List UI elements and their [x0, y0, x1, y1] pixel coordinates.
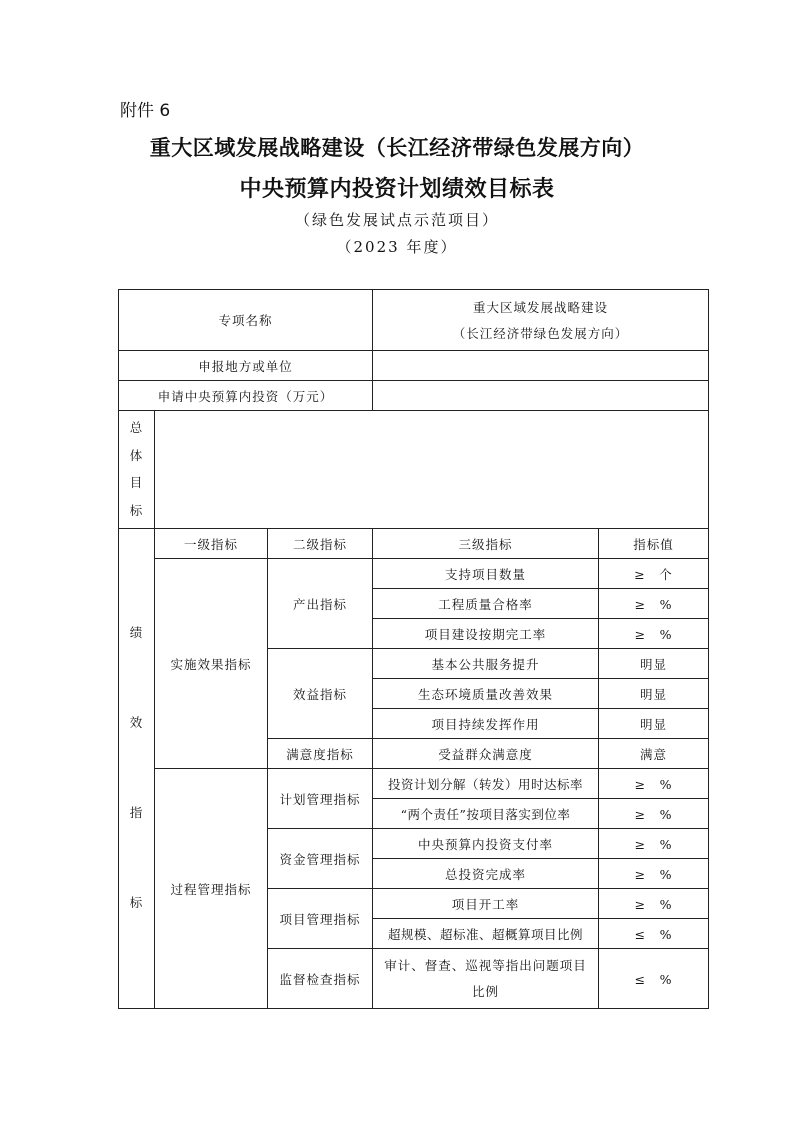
sub-fund: 资金管理指标 [268, 829, 373, 889]
indicator-value: ≤ % [599, 919, 709, 949]
indicator-value: ≥ % [599, 889, 709, 919]
indicator-name: 超规模、超标准、超概算项目比例 [373, 919, 599, 949]
page-title-line1: 重大区域发展战略建设（长江经济带绿色发展方向） [149, 136, 645, 160]
overall-goal-value [155, 411, 709, 529]
indicator-name [373, 949, 599, 1009]
header-value: 指标值 [599, 529, 709, 559]
indicator-value: 满意 [599, 739, 709, 769]
sub-plan: 计划管理指标 [268, 769, 373, 829]
sub-benefit: 效益指标 [268, 649, 373, 739]
indicator-name: 工程质量合格率 [373, 589, 599, 619]
overall-goal-row [119, 411, 709, 529]
indicator-name: 基本公共服务提升 [373, 649, 599, 679]
header-level1: 一级指标 [155, 529, 268, 559]
indicator-value: ≥ % [599, 619, 709, 649]
indicator-name: 项目建设按期完工率 [373, 619, 599, 649]
indicator-value: ≥ 个 [599, 559, 709, 589]
indicator-value: ≥ % [599, 859, 709, 889]
indicator-name: “两个责任”按项目落实到位率 [373, 799, 599, 829]
indicator-name: 中央预算内投资支付率 [373, 829, 599, 859]
project-name-value-line2: （长江经济带绿色发展方向） [452, 326, 629, 341]
indicator-name: 投资计划分解（转发）用时达标率 [373, 769, 599, 799]
indicator-name: 项目持续发挥作用 [373, 709, 599, 739]
performance-indicator-char: 指 [129, 805, 144, 821]
indicator-name: 受益群众满意度 [373, 739, 599, 769]
performance-indicator-label [119, 529, 155, 1009]
indicator-header-row [119, 529, 709, 559]
overall-goal-char: 目 [129, 475, 144, 490]
attachment-label: 附件 6 [120, 101, 171, 121]
performance-indicator-char: 标 [129, 895, 144, 911]
group-impl: 实施效果指标 [155, 559, 268, 769]
performance-indicator-char: 绩 [129, 625, 144, 641]
sub-project: 项目管理指标 [268, 889, 373, 949]
investment-row [119, 381, 709, 411]
indicator-value: 明显 [599, 709, 709, 739]
project-name-value [373, 290, 709, 351]
indicator-value: 明显 [599, 649, 709, 679]
indicator-row [119, 559, 709, 589]
sub-satisfaction: 满意度指标 [268, 739, 373, 769]
performance-indicator-char: 效 [129, 715, 144, 731]
indicator-value: ≥ % [599, 769, 709, 799]
unit-row [119, 351, 709, 381]
indicator-name: 总投资完成率 [373, 859, 599, 889]
project-name-value-line1: 重大区域发展战略建设 [473, 300, 609, 315]
header-level2: 二级指标 [268, 529, 373, 559]
indicator-value: ≥ % [599, 829, 709, 859]
project-name-label: 专项名称 [119, 290, 373, 351]
investment-value [373, 381, 709, 411]
unit-value [373, 351, 709, 381]
indicator-value: ≤ % [599, 949, 709, 1009]
indicator-name-text: 审计、督查、巡视等指出问题项目比例 [384, 957, 587, 999]
sub-output: 产出指标 [268, 559, 373, 649]
indicator-name: 支持项目数量 [373, 559, 599, 589]
overall-goal-char: 标 [129, 502, 144, 518]
unit-label: 申报地方或单位 [119, 351, 373, 381]
indicator-value: 明显 [599, 679, 709, 709]
page-subtitle: （绿色发展试点示范项目） [294, 211, 499, 229]
overall-goal-char: 总 [129, 420, 144, 435]
year-label: （2023 年度） [336, 238, 458, 256]
page-title-line2: 中央预算内投资计划绩效目标表 [239, 177, 555, 202]
project-name-row [119, 290, 709, 351]
header-level3: 三级指标 [373, 529, 599, 559]
sub-supervision: 监督检查指标 [268, 949, 373, 1009]
indicator-value: ≥ % [599, 589, 709, 619]
indicator-row [119, 769, 709, 799]
group-process: 过程管理指标 [155, 769, 268, 1009]
overall-goal-char: 体 [129, 447, 144, 463]
indicator-value: ≥ % [599, 799, 709, 829]
indicator-name: 项目开工率 [373, 889, 599, 919]
investment-label: 申请中央预算内投资（万元） [119, 381, 373, 411]
overall-goal-label [119, 411, 155, 529]
performance-table [118, 289, 709, 1009]
indicator-name: 生态环境质量改善效果 [373, 679, 599, 709]
